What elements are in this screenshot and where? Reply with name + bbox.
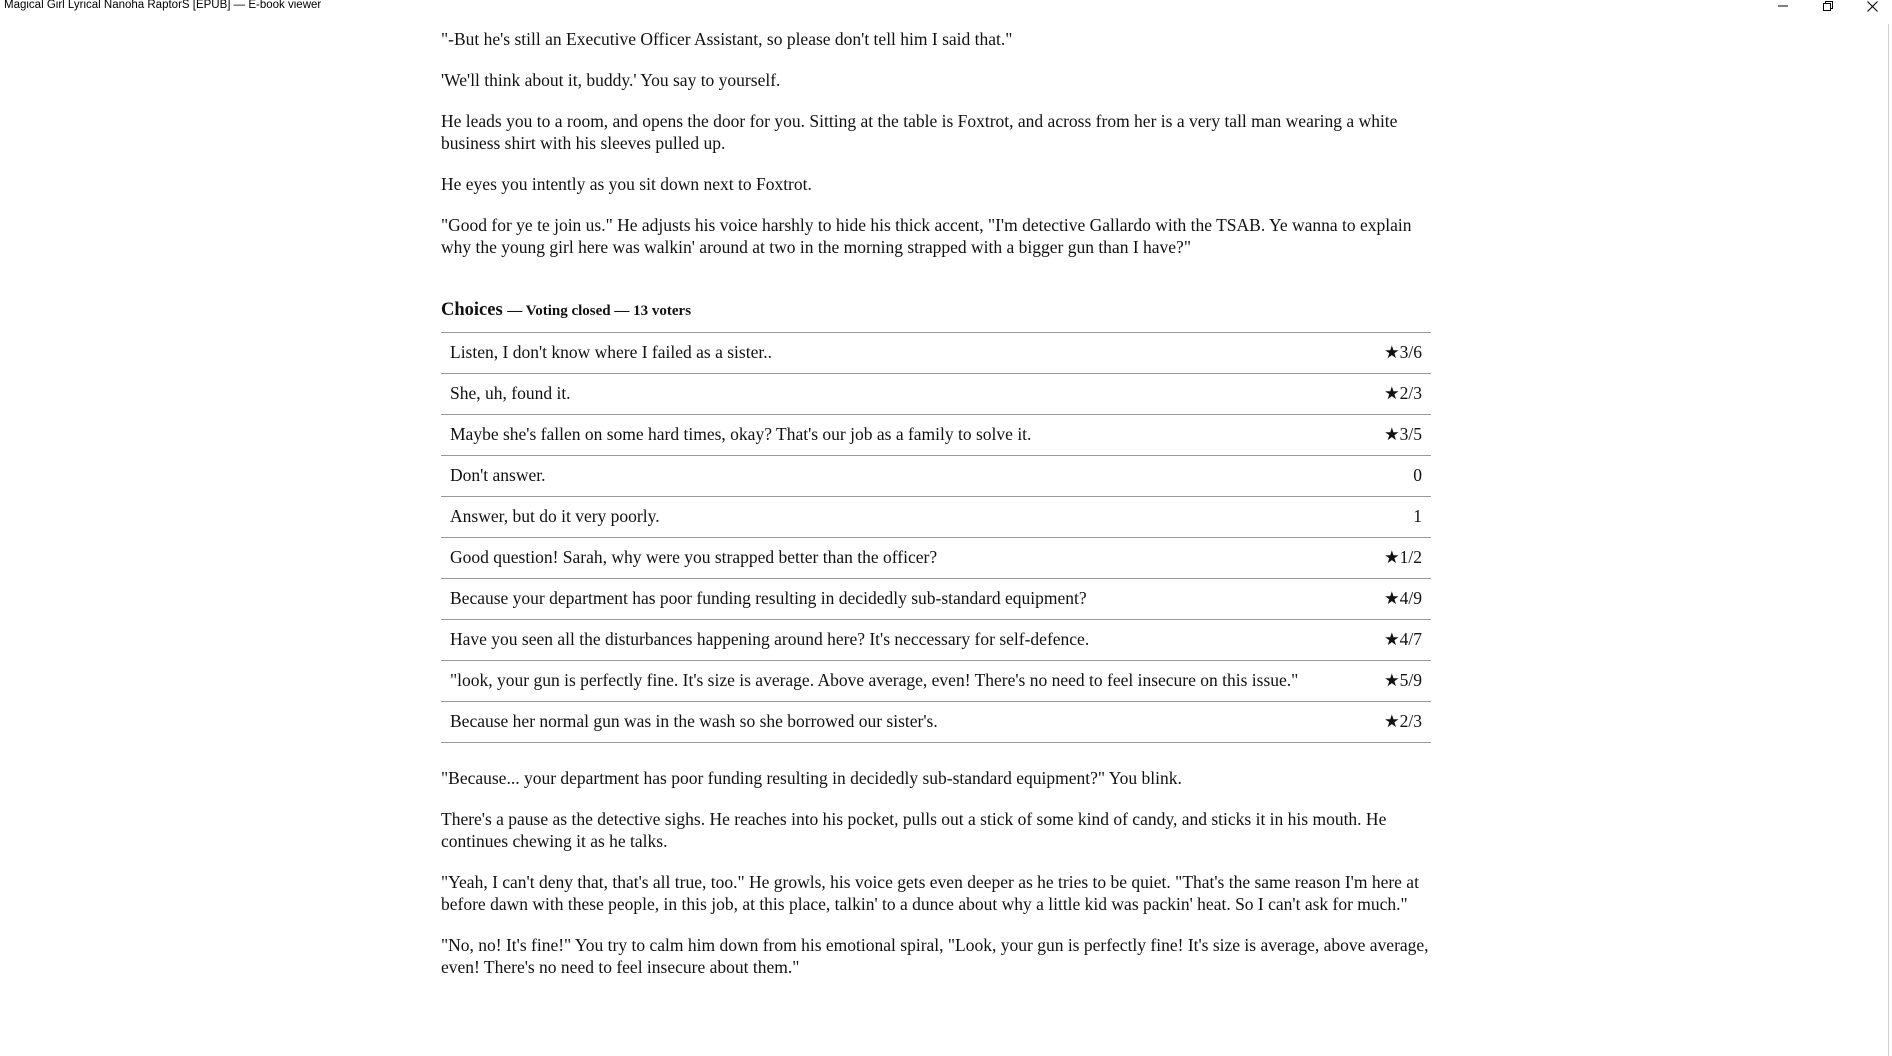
story-paragraph: "Good for ye te join us." He adjusts his voice harshly to hide his thick accent, "I'm detective Gallardo with the TSAB. Ye wanna to explain why the young girl here was walkin' around at two in the morning strapped with a bigger gun than I have?" — [441, 215, 1412, 257]
choices-title: Choices — [441, 300, 503, 320]
choice-label: Good question! Sarah, why were you strapped better than the officer? — [450, 547, 938, 567]
choices-header — [441, 299, 1431, 322]
choice-label: Maybe she's fallen on some hard times, okay? That's our job as a family to solve it. — [450, 424, 1032, 444]
choice-row[interactable] — [441, 579, 1431, 620]
choice-row[interactable] — [441, 333, 1431, 374]
title-bar — [0, 0, 1892, 14]
restore-button[interactable] — [1808, 0, 1848, 12]
choice-row[interactable] — [441, 661, 1431, 702]
choice-label: She, uh, found it. — [450, 383, 571, 403]
story-paragraph: He eyes you intently as you sit down next to Foxtrot. — [441, 174, 812, 194]
scrollbar-thumb[interactable] — [1888, 24, 1889, 1056]
choice-row[interactable] — [441, 702, 1431, 743]
choice-score: 1 — [1413, 506, 1422, 526]
choice-label: Listen, I don't know where I failed as a sister.. — [450, 342, 772, 362]
choices-meta: — Voting closed — 13 voters — [507, 303, 692, 319]
choice-score: 0 — [1413, 465, 1422, 485]
story-paragraph: "Because... your department has poor funding resulting in decidedly sub-standard equipment?" You blink. — [441, 768, 1182, 788]
choice-row[interactable] — [441, 497, 1431, 538]
close-icon — [1867, 1, 1878, 12]
story-paragraph: "No, no! It's fine!" You try to calm him down from his emotional spiral, "Look, your gun is perfectly fine! It's size is average, above average, even! There's no need to feel insecure about them." — [441, 935, 1429, 977]
choice-label: Have you seen all the disturbances happening around here? It's neccessary for self-defence. — [450, 629, 1090, 649]
choice-label: "look, your gun is perfectly fine. It's size is average. Above average, even! There's no need to feel insecure on this issue." — [450, 670, 1299, 690]
choice-score: ★4/7 — [1383, 629, 1422, 649]
choice-row[interactable] — [441, 538, 1431, 579]
minimize-button[interactable] — [1763, 0, 1803, 12]
choice-label: Answer, but do it very poorly. — [450, 506, 660, 526]
story-continuation — [441, 767, 1431, 978]
choice-score: ★5/9 — [1383, 670, 1422, 690]
choice-score: ★3/6 — [1383, 342, 1422, 362]
choices-list — [441, 332, 1431, 743]
choice-score: ★3/5 — [1383, 424, 1422, 444]
close-button[interactable] — [1852, 0, 1892, 12]
choice-score: ★4/9 — [1383, 588, 1422, 608]
choice-label: Because her normal gun was in the wash so she borrowed our sister's. — [450, 711, 938, 731]
choice-label: Don't answer. — [450, 465, 546, 485]
story-paragraph: "Yeah, I can't deny that, that's all true, too." He growls, his voice gets even deeper as he tries to be quiet. "That's the same reason I'm here at before dawn with these people, in this job, at this place, talkin' to a dunce about why a little kid was packin' heat. So I can't ask for much." — [441, 872, 1419, 914]
choice-row[interactable] — [441, 415, 1431, 456]
story-paragraph: 'We'll think about it, buddy.' You say to yourself. — [441, 70, 781, 90]
story-paragraph: He leads you to a room, and opens the door for you. Sitting at the table is Foxtrot, and across from her is a very tall man wearing a white business shirt with his sleeves pulled up. — [441, 111, 1398, 153]
choice-label: Because your department has poor funding resulting in decidedly sub-standard equipment? — [450, 588, 1087, 608]
choice-score: ★2/3 — [1383, 711, 1422, 731]
story-paragraph: "-But he's still an Executive Officer Assistant, so please don't tell him I said that." — [441, 29, 1013, 49]
choice-score: ★1/2 — [1383, 547, 1422, 567]
minimize-icon — [1778, 1, 1788, 11]
choice-row[interactable] — [441, 456, 1431, 497]
choice-row[interactable] — [441, 374, 1431, 415]
story-paragraph: There's a pause as the detective sighs. He reaches into his pocket, pulls out a stick of some kind of candy, and sticks it in his mouth. He continues chewing it as he talks. — [441, 809, 1387, 851]
restore-icon — [1823, 1, 1833, 11]
book-page — [441, 28, 1431, 997]
choice-score: ★2/3 — [1383, 383, 1422, 403]
scrollbar[interactable] — [1887, 14, 1892, 1056]
choice-row[interactable] — [441, 620, 1431, 661]
window-title: Magical Girl Lyrical Nanoha RaptorS [EPUB] — E-book viewer — [4, 0, 322, 11]
